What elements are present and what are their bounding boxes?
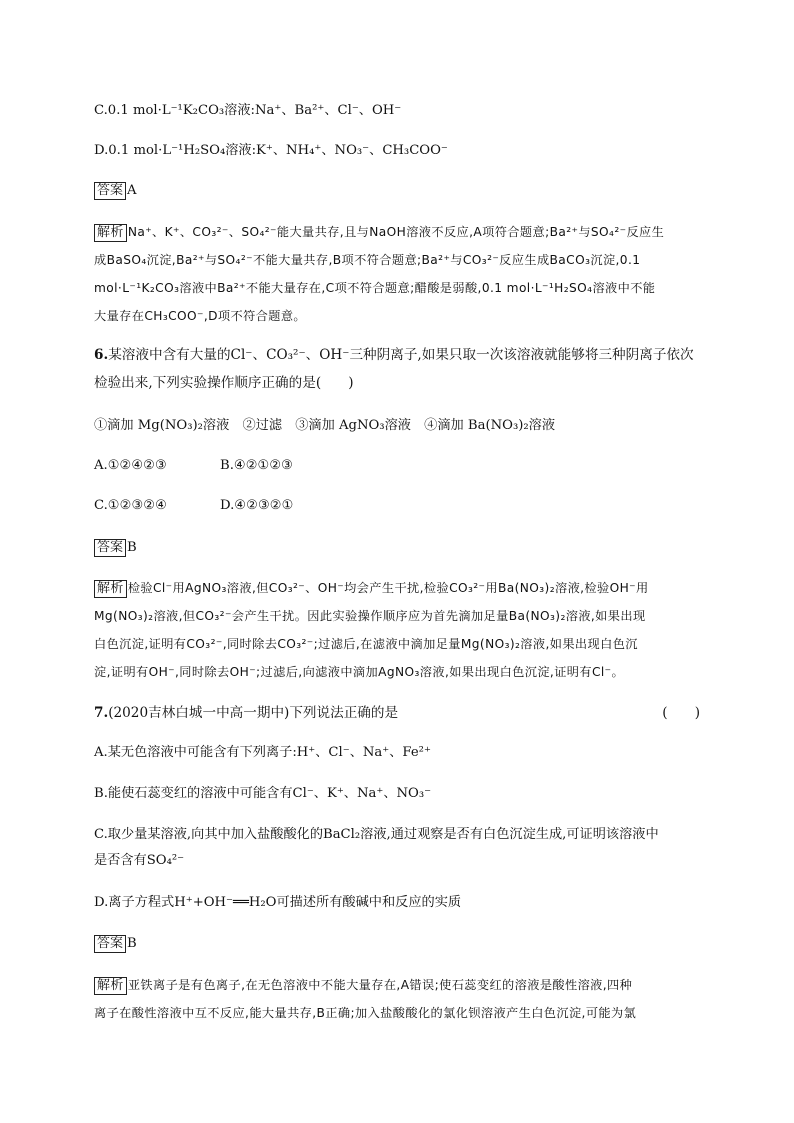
q7-number: 7. bbox=[94, 705, 109, 721]
analysis-label: 解析 bbox=[94, 580, 127, 598]
q6-option-b: B.④②①②③ bbox=[220, 458, 293, 473]
q6-option-d: D.④②③②① bbox=[220, 498, 294, 513]
q6-analysis-line-3: 白色沉淀,证明有CO₃²⁻,同时除去CO₃²⁻;过滤后,在滤液中滴加足量Mg(NO₃)₂溶液,如果出现白色沉 bbox=[94, 637, 638, 651]
q5-analysis bbox=[94, 218, 704, 330]
q6-analysis-line-4: 淀,证明有OH⁻,同时除去OH⁻;过滤后,向滤液中滴加AgNO₃溶液,如果出现白色沉淀,证明有Cl⁻。 bbox=[94, 665, 625, 679]
q6-steps: ①滴加 Mg(NO₃)₂溶液 ②过滤 ③滴加 AgNO₃溶液 ④滴加 Ba(NO₃)₂溶液 bbox=[94, 418, 556, 433]
q7-option-d: D.离子方程式H⁺+OH⁻══H₂O可描述所有酸碱中和反应的实质 bbox=[94, 895, 462, 910]
analysis-label: 解析 bbox=[94, 977, 127, 995]
q5-answer bbox=[94, 182, 137, 200]
q5-answer-value: A bbox=[127, 183, 137, 198]
q7-answer-value: B bbox=[127, 936, 137, 951]
q6-analysis bbox=[94, 574, 704, 686]
q7-analysis-line-2: 离子在酸性溶液中互不反应,能大量共存,B正确;加入盐酸酸化的氯化钡溶液产生白色沉淀,可能为氯 bbox=[94, 1006, 637, 1020]
option-c-previous: C.0.1 mol·L⁻¹K₂CO₃溶液:Na⁺、Ba²⁺、Cl⁻、OH⁻ bbox=[94, 103, 402, 118]
q5-analysis-line-2: 成BaSO₄沉淀,Ba²⁺与SO₄²⁻不能大量共存,B项不符合题意;Ba²⁺与CO₃²⁻反应生成BaCO₃沉淀,0.1 bbox=[94, 253, 641, 267]
answer-label: 答案 bbox=[94, 539, 126, 557]
q6-answer-value: B bbox=[127, 540, 137, 555]
q5-analysis-line-3: mol·L⁻¹K₂CO₃溶液中Ba²⁺不能大量存在,C项不符合题意;醋酸是弱酸,0.1 mol·L⁻¹H₂SO₄溶液中不能 bbox=[94, 281, 656, 295]
q7-stem: 7.(2020吉林白城一中高一期中)下列说法正确的是 ( ) bbox=[94, 705, 700, 721]
q6-stem-line-1: 6.某溶液中含有大量的Cl⁻、CO₃²⁻、OH⁻三种阴离子,如果只取一次该溶液就能够将三种阴离子依次 bbox=[94, 347, 694, 363]
answer-label: 答案 bbox=[94, 935, 126, 953]
q6-options-cd bbox=[94, 497, 294, 515]
q5-analysis-line-4: 大量存在CH₃COO⁻,D项不符合题意。 bbox=[94, 309, 307, 323]
q6-number: 6. bbox=[94, 347, 109, 363]
q7-option-a: A.某无色溶液中可能含有下列离子:H⁺、Cl⁻、Na⁺、Fe²⁺ bbox=[94, 745, 431, 760]
analysis-label: 解析 bbox=[94, 224, 127, 242]
q7-analysis bbox=[94, 971, 704, 1027]
q6-options-ab bbox=[94, 457, 293, 475]
answer-label: 答案 bbox=[94, 182, 126, 200]
q7-option-c-line-2: 是否含有SO₄²⁻ bbox=[94, 853, 185, 868]
q7-answer-paren: ( ) bbox=[662, 705, 700, 721]
q7-analysis-line-1: 解析 亚铁离子是有色离子,在无色溶液中不能大量存在,A错误;使石蕊变红的溶液是酸性溶液,四种 bbox=[94, 971, 704, 999]
q6-option-c: C.①②③②④ bbox=[94, 498, 167, 513]
q6-answer bbox=[94, 539, 137, 557]
q6-analysis-line-2: Mg(NO₃)₂溶液,但CO₃²⁻会产生干扰。因此实验操作顺序应为首先滴加足量Ba(NO₃)₂溶液,如果出现 bbox=[94, 609, 646, 623]
q6-analysis-line-1: 解析 检验Cl⁻用AgNO₃溶液,但CO₃²⁻、OH⁻均会产生干扰,检验CO₃²⁻用Ba(NO₃)₂溶液,检验OH⁻用 bbox=[94, 574, 704, 602]
q7-option-c-line-1: C.取少量某溶液,向其中加入盐酸酸化的BaCl₂溶液,通过观察是否有白色沉淀生成,可证明该溶液中 bbox=[94, 827, 659, 842]
q6-stem-line-2: 检验出来,下列实验操作顺序正确的是( ) bbox=[94, 375, 354, 391]
q6-option-a: A.①②④②③ bbox=[94, 458, 167, 473]
q7-answer bbox=[94, 935, 137, 953]
q7-option-b: B.能使石蕊变红的溶液中可能含有Cl⁻、K⁺、Na⁺、NO₃⁻ bbox=[94, 786, 432, 801]
q5-analysis-line-1: 解析 Na⁺、K⁺、CO₃²⁻、SO₄²⁻能大量共存,且与NaOH溶液不反应,A项符合题意;Ba²⁺与SO₄²⁻反应生 bbox=[94, 218, 704, 246]
option-d-previous: D.0.1 mol·L⁻¹H₂SO₄溶液:K⁺、NH₄⁺、NO₃⁻、CH₃COO⁻ bbox=[94, 143, 448, 158]
